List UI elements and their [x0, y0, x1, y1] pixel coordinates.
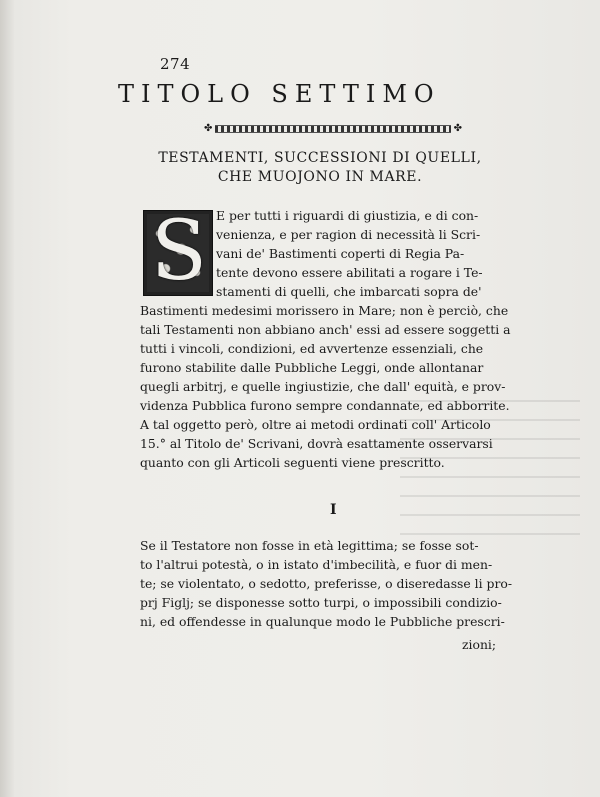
- text-line: vani de' Bastimenti coperti di Regia Pa-: [216, 246, 465, 261]
- text-line: quanto con gli Articoli seguenti viene prescritto.: [140, 455, 445, 470]
- text-line: 15.° al Titolo de' Scrivani, dovrà esattamente osservarsi: [140, 436, 493, 451]
- text-line: tutti i vincoli, condizioni, ed avvertenze essenziali, che: [140, 341, 484, 356]
- text-line: A tal oggetto però, oltre ai metodi ordinati coll' Articolo: [140, 417, 491, 432]
- page-number: 274: [160, 55, 191, 73]
- section-heading-line: TESTAMENTI, SUCCESSIONI DI QUELLI,: [158, 150, 482, 166]
- text-line: videnza Pubblica furono sempre condannate, ed abborrite.: [140, 398, 510, 413]
- page-gutter: [0, 0, 14, 797]
- catchword: zioni;: [462, 637, 497, 652]
- text-line: to l'altrui potestà, o in istato d'imbecilità, e fuor di men-: [140, 557, 493, 572]
- ornament-right-icon: ✤: [453, 123, 462, 134]
- text-line: stamenti di quelli, che imbarcati sopra de': [216, 284, 482, 299]
- text-line: te; se violentato, o sedotto, preferisse, o diseredasse li pro-: [140, 576, 513, 591]
- drop-cap-letter: S: [150, 210, 208, 296]
- text-line: ni, ed offendesse in qualunque modo le Pubbliche prescri-: [140, 614, 505, 629]
- ornament-rule: [204, 124, 462, 134]
- text-line: tente devono essere abilitati a rogare i Te-: [216, 265, 483, 280]
- text-line: furono stabilite dalle Pubbliche Leggi, onde allontanar: [140, 360, 484, 375]
- article-number: I: [330, 502, 337, 518]
- ornament-band: [215, 125, 450, 133]
- text-line: Bastimenti medesimi morissero in Mare; non è perciò, che: [140, 303, 509, 318]
- article-paragraph: [140, 536, 540, 631]
- section-heading-line: CHE MUOJONO IN MARE.: [217, 169, 423, 185]
- text-line: venienza, e per ragion di necessità li Scri-: [216, 227, 481, 242]
- text-line: E per tutti i riguardi di giustizia, e di con-: [216, 208, 479, 223]
- ornament-left-icon: ✤: [204, 123, 213, 134]
- intro-paragraph: [140, 206, 540, 472]
- text-line: prj Figlj; se disponesse sotto turpi, o impossibili condizio-: [140, 595, 502, 610]
- text-line: Se il Testatore non fosse in età legittima; se fosse sot-: [140, 538, 479, 553]
- chapter-title: TITOLO SETTIMO: [118, 80, 441, 108]
- section-heading: [120, 149, 520, 187]
- text-line: tali Testamenti non abbiano anch' essi ad essere soggetti a: [140, 322, 511, 337]
- text-line: quegli arbitrj, e quelle ingiustizie, che dall' equità, e prov-: [140, 379, 506, 394]
